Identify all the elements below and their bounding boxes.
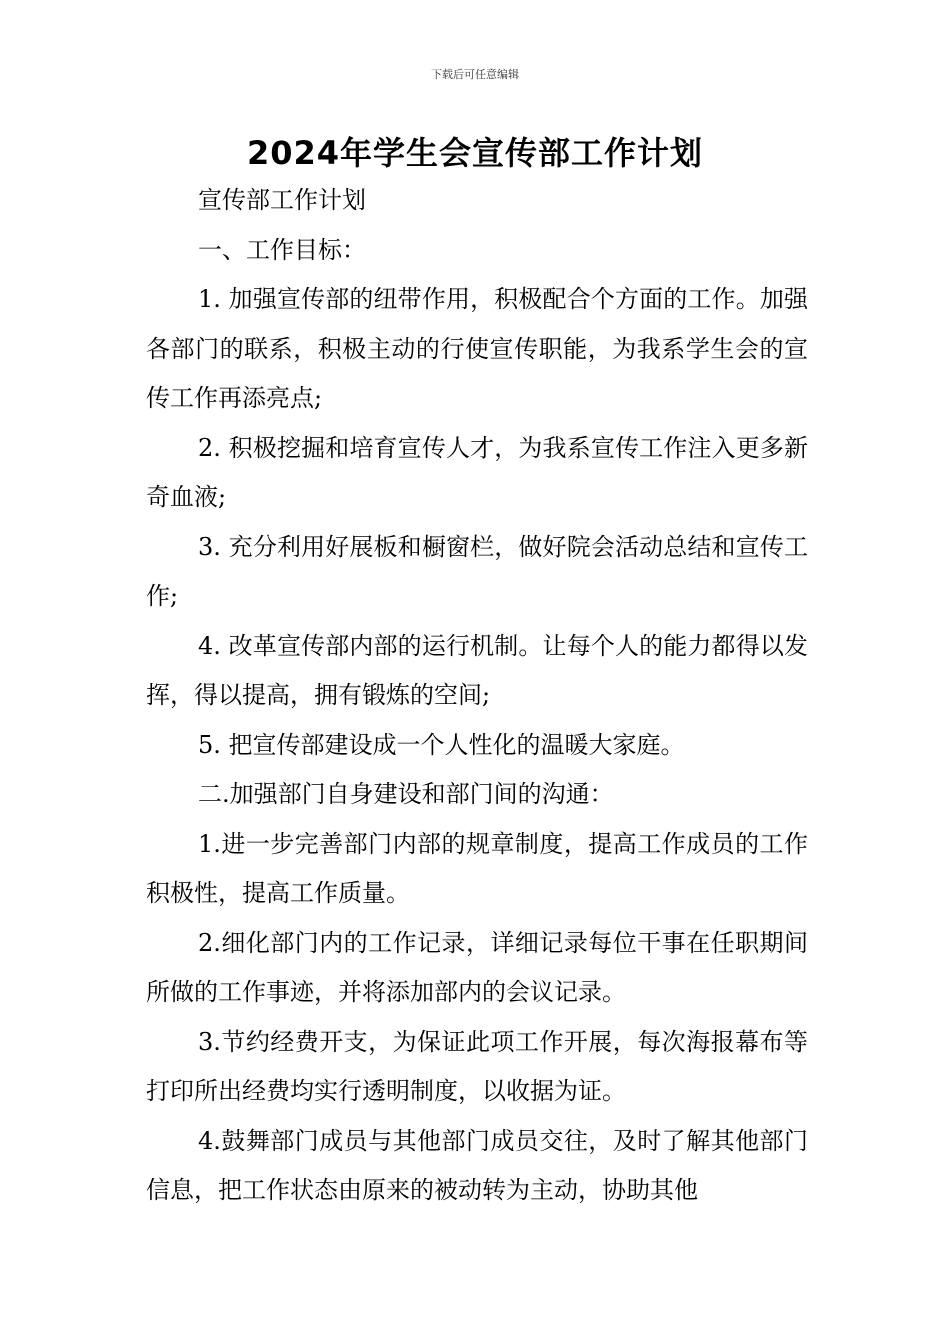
paragraph-communication-3: 3.节约经费开支，为保证此项工作开展，每次海报幕布等打印所出经费均实行透明制度，以收据为证。 <box>146 1027 808 1105</box>
paragraph-communication-4: 4.鼓舞部门成员与其他部门成员交往，及时了解其他部门信息，把工作状态由原来的被动转为主动，协助其他 <box>146 1126 808 1204</box>
paragraph-goal-1: 1. 加强宣传部的纽带作用，积极配合个方面的工作。加强各部门的联系，积极主动的行使宣传职能，为我系学生会的宣传工作再添亮点; <box>146 285 808 412</box>
document-title: 2024年学生会宣传部工作计划 <box>246 134 704 172</box>
paragraph-communication-heading: 二.加强部门自身建设和部门间的沟通： <box>198 780 614 808</box>
document-body <box>146 176 808 1216</box>
paragraph-communication-1: 1.进一步完善部门内部的规章制度，提高工作成员的工作积极性，提高工作质量。 <box>146 829 808 907</box>
paragraph-section-heading: 宣传部工作计划 <box>198 186 366 214</box>
paragraph-communication-2: 2.细化部门内的工作记录，详细记录每位干事在任职期间所做的工作事迹，并将添加部内的会议记录。 <box>146 928 808 1006</box>
header-note: 下载后可任意编辑 <box>431 68 519 81</box>
paragraph-goal-3: 3. 充分利用好展板和橱窗栏，做好院会活动总结和宣传工作; <box>146 532 808 610</box>
paragraph-goals-heading: 一、工作目标： <box>198 235 366 264</box>
paragraph-goal-5: 5. 把宣传部建设成一个人性化的温暖大家庭。 <box>198 730 685 759</box>
paragraph-goal-2: 2. 积极挖掘和培育宣传人才，为我系宣传工作注入更多新奇血液; <box>146 433 808 511</box>
paragraph-goal-4: 4. 改革宣传部内部的运行机制。让每个人的能力都得以发挥，得以提高，拥有锻炼的空间; <box>146 631 808 709</box>
